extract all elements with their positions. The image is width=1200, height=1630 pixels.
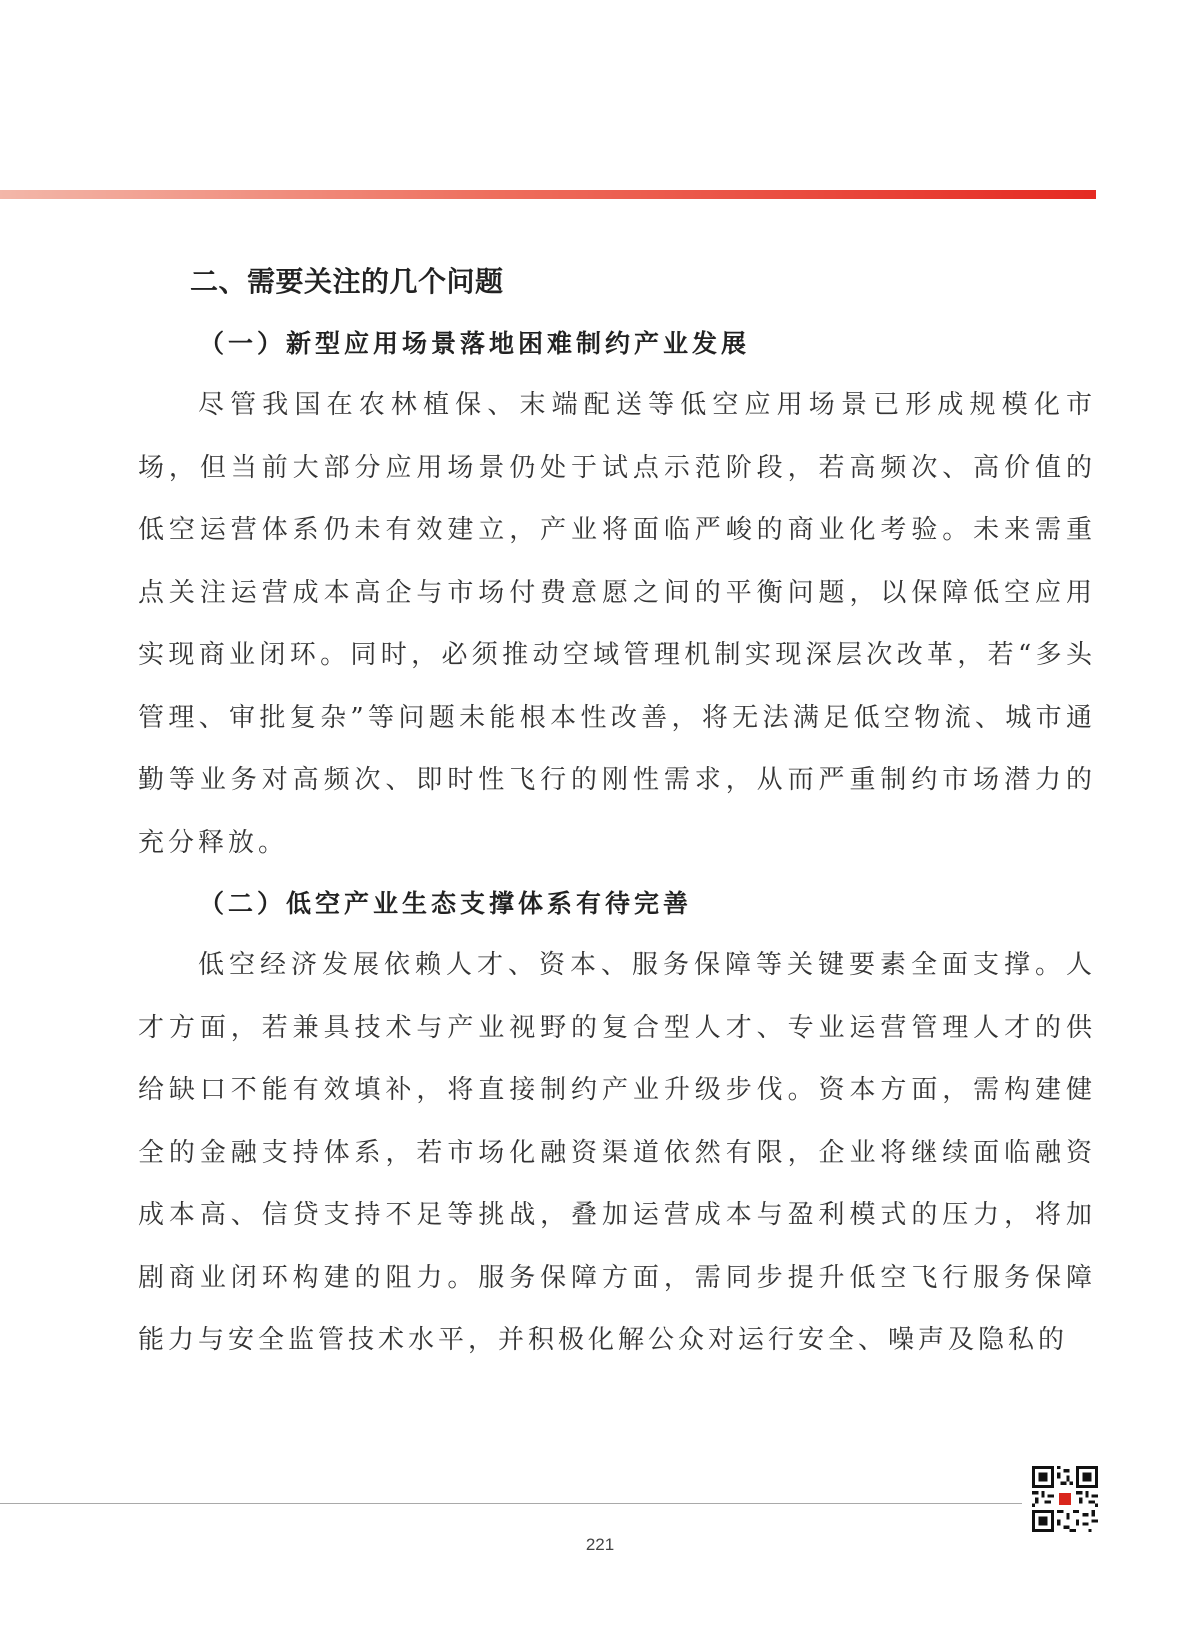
page-number: 221 xyxy=(585,1535,615,1554)
subsection-heading-1: （一）新型应用场景落地困难制约产业发展 xyxy=(199,329,751,358)
page-content xyxy=(138,262,1096,1372)
footer-rule xyxy=(0,1503,1022,1504)
qr-code-icon xyxy=(1032,1466,1098,1532)
subsection-paragraph-1: 尽管我国在农林植保、末端配送等低空应用场景已形成规模化市场，但当前大部分应用场景仍处于试点示范阶段，若高频次、高价值的低空运营体系仍未有效建立，产业将面临严峻的商业化考验。未来需重点关注运营成本高企与市场付费意愿之间的平衡问题，以保障低空应用实现商业闭环。同时，必须推动空域管理机制实现深层次改革，若“多头管理、审批复杂”等问题未能根本性改善，将无法满足低空物流、城市通勤等业务对高频次、即时性飞行的刚性需求，从而严重制约市场潜力的充分释放。 xyxy=(138,390,1096,858)
subsection-heading-2: （二）低空产业生态支撑体系有待完善 xyxy=(199,889,693,918)
section-heading: 二、需要关注的几个问题 xyxy=(190,265,504,298)
header-accent-rule xyxy=(0,190,1096,199)
subsection-paragraph-2: 低空经济发展依赖人才、资本、服务保障等关键要素全面支撑。人才方面，若兼具技术与产业视野的复合型人才、专业运营管理人才的供给缺口不能有效填补，将直接制约产业升级步伐。资本方面，需构建健全的金融支持体系，若市场化融资渠道依然有限，企业将继续面临融资成本高、信贷支持不足等挑战，叠加运营成本与盈利模式的压力，将加剧商业闭环构建的阻力。服务保障方面，需同步提升低空飞行服务保障能力与安全监管技术水平，并积极化解公众对运行安全、噪声及隐私的 xyxy=(138,950,1096,1355)
